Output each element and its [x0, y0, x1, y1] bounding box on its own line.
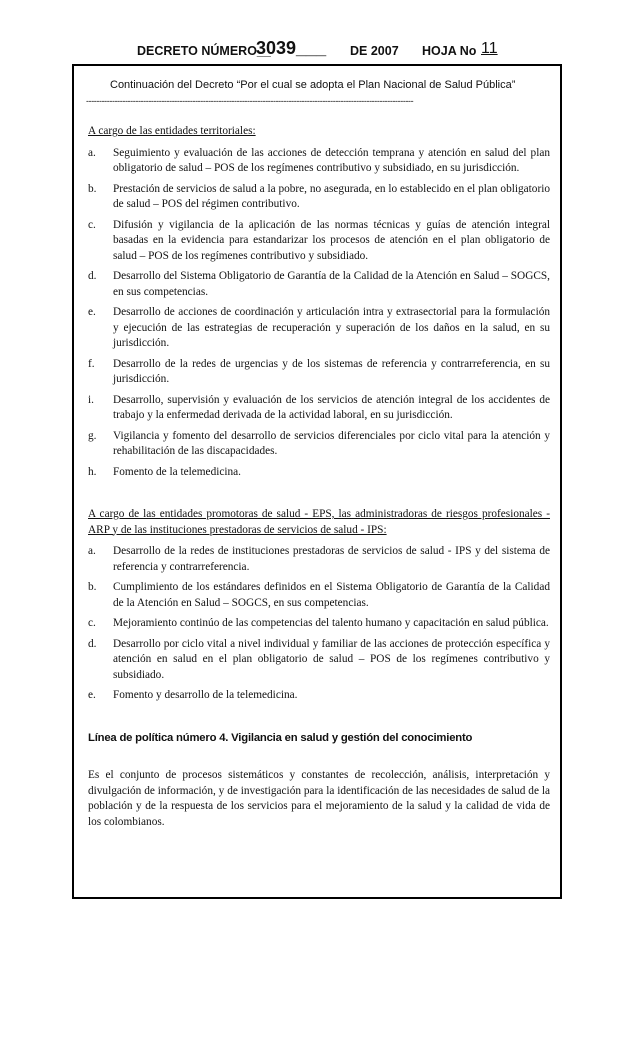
- item-letter: a.: [88, 545, 96, 557]
- spacer: [88, 746, 550, 768]
- item-text: Fomento de la telemedicina.: [113, 465, 241, 478]
- list-item: [88, 305, 550, 352]
- item-text: Desarrollo por ciclo vital a nivel individual y familiar de las acciones de protección específica y atención en salud en el plan obligatorio de salud – POS de los regímenes contributivo y subsidiado.: [113, 637, 550, 681]
- list-item: [88, 544, 550, 575]
- divider-line: ------------------------------------------------------------------------------------------------------------------------------: [86, 96, 414, 106]
- list-item: [88, 637, 550, 684]
- decree-header: [0, 38, 638, 64]
- spacer: [88, 709, 550, 731]
- item-text: Desarrollo del Sistema Obligatorio de Garantía de la Calidad de la Atención en Salud – SOGCS, en sus competencias.: [113, 270, 550, 298]
- item-text: Desarrollo, supervisión y evaluación de los servicios de atención integral de los accidentes de trabajo y la enfermedad derivada de la actividad laboral, en su jurisdicción.: [113, 393, 550, 421]
- item-text: Cumplimiento de los estándares definidos en el Sistema Obligatorio de Garantía de la Calidad de la Atención en Salud – SOGCS, en sus competencias.: [113, 581, 550, 609]
- decree-number: 3039___: [256, 38, 327, 58]
- spacer: [88, 485, 550, 507]
- list-item: [88, 688, 550, 704]
- sheet-number: 11: [481, 40, 498, 57]
- document-body: [88, 124, 550, 830]
- item-text: Prestación de servicios de salud a la pobre, no asegurada, en lo establecido en el plan obligatorio de salud – POS del régimen contributivo.: [113, 182, 550, 210]
- section-title-territorial: A cargo de las entidades territoriales:: [88, 125, 256, 137]
- item-text: Fomento y desarrollo de la telemedicina.: [113, 689, 298, 701]
- sheet-label: HOJA No: [422, 44, 477, 58]
- item-letter: c.: [88, 218, 96, 231]
- section-title-eps: A cargo de las entidades promotoras de salud - EPS, las administradoras de riesgos profesionales - ARP y de las instituciones prestadoras de servicios de salud - IPS:: [88, 508, 550, 536]
- list-item: [88, 616, 550, 632]
- item-letter: i.: [88, 393, 94, 406]
- list-item: [88, 218, 550, 265]
- list-item: [88, 269, 550, 300]
- item-text: Desarrollo de la redes de urgencias y de los sistemas de referencia y contrarreferencia, en su jurisdicción.: [113, 357, 550, 385]
- continuation-line: Continuación del Decreto “Por el cual se adopta el Plan Nacional de Salud Pública”: [110, 79, 516, 91]
- item-letter: a.: [88, 146, 96, 159]
- item-letter: d.: [88, 270, 97, 282]
- policy-line-heading: Línea de política número 4. Vigilancia en salud y gestión del conocimiento: [88, 731, 473, 744]
- list-item: [88, 357, 550, 388]
- item-text: Vigilancia y fomento del desarrollo de servicios diferenciales por ciclo vital para la atención y rehabilitación de las discapacidades.: [113, 429, 550, 457]
- item-text: Desarrollo de la redes de instituciones prestadoras de servicios de salud - IPS y del sistema de referencia y contrarreferencia.: [113, 545, 550, 573]
- list-item: [88, 429, 550, 460]
- item-letter: d.: [88, 637, 97, 650]
- list-item: [88, 146, 550, 177]
- list-item: [88, 182, 550, 213]
- item-text: Desarrollo de acciones de coordinación y articulación intra y extrasectorial para la formulación y ejecución de las estrategias de recuperación y superación de los daños en la salud, en su jurisdicción.: [113, 306, 550, 349]
- decree-year: DE 2007: [350, 44, 399, 58]
- policy-line-paragraph: Es el conjunto de procesos sistemáticos y constantes de recolección, análisis, interpretación y divulgación de información, y de investigación para la identificación de las necesidades de salud de la población y de la respuesta de los servicios para el mejoramiento de la salud y la calidad de vida de los colombianos.: [88, 769, 550, 828]
- item-letter: f.: [88, 357, 95, 370]
- item-text: Difusión y vigilancia de la aplicación de las normas técnicas y guías de atención integral basadas en la evidencia para estandarizar los procesos de atención en el plan obligatorio de salud – POS de los regímenes contributivo y subsidiado.: [113, 218, 550, 262]
- item-letter: e.: [88, 689, 96, 701]
- decree-number-label: DECRETO NÚMERO__: [137, 44, 271, 58]
- item-text: Seguimiento y evaluación de las acciones de detección temprana y atención en salud del plan obligatorio de salud – POS de los regímenes contributivo y subsidiado, en su jurisdicción.: [113, 146, 550, 174]
- item-text: Mejoramiento continúo de las competencias del talento humano y capacitación en salud pública.: [113, 617, 549, 629]
- list-item: [88, 393, 550, 424]
- list-item: [88, 465, 550, 481]
- item-letter: b.: [88, 581, 97, 593]
- item-letter: c.: [88, 617, 96, 629]
- item-letter: e.: [88, 306, 96, 318]
- item-letter: h.: [88, 465, 97, 478]
- item-letter: b.: [88, 182, 97, 195]
- item-letter: g.: [88, 429, 97, 442]
- list-item: [88, 580, 550, 611]
